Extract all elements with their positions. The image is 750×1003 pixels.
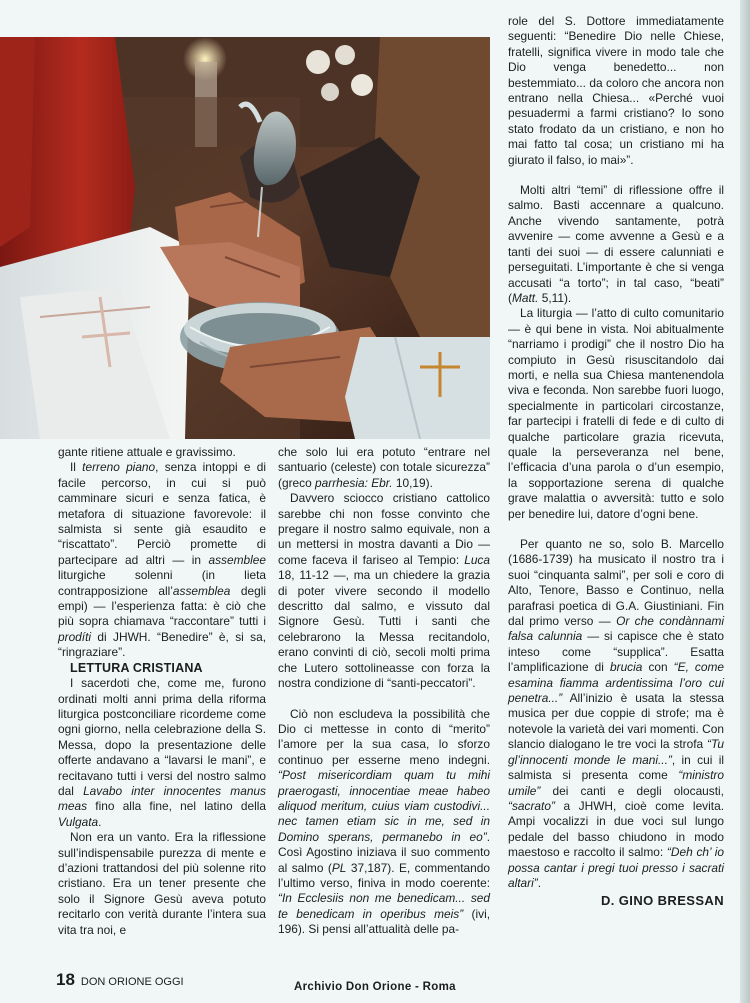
italic-quote: “sacrato” [508, 798, 555, 813]
paragraph [278, 445, 490, 491]
italic-term: assemblea [172, 583, 231, 598]
paragraph [278, 491, 490, 691]
italic-term: Lavabo inter innocentes manus meas [58, 783, 266, 814]
italic-term: assemblee [208, 552, 266, 567]
text-run: Molti altri “temi” di riflessione offre il salmo. Basti accennare a qualcuno. Anche vivendo santamente, potrà avvenire — come avvenne a Gesù e a tanti dei suoi — di essere calunniati e perseguitati. L’importante è che si venga accusati “a torto”; in tal caso, “beati” ( [508, 183, 724, 305]
text-column-3 [508, 14, 724, 909]
text-run: Davvero sciocco cristiano cattolico sarebbe chi non fosse convinto che pregare il nostro salmo equivale, non a un mettersi in mostra davanti a Dio — come faceva il fariseo al Tempio: [278, 491, 490, 567]
hand-washing-image [0, 37, 490, 439]
text-run: 18, 11-12 —, ma un chiedere la grazia di poter vivere secondo il modello descritto dal salmo, e vissuto dal Signore Gesù. Tutti i santi che celebrarono la Messa recitandolo, erano convinti di ciò, secoli molti prima che Lutero sottolineasse con forza la nostra condizione di “santi-peccatori”. [278, 568, 490, 691]
text-run: che solo lui era potuto “entrare nel santuario (celeste) con totale sicurezza” (greco [278, 445, 490, 490]
text-run: a JHWH, cioè come levita. Ampi vocalizzi in due voci sul lungo pedale del basso chiudono in modo maestoso e raccolto il salmo: [508, 798, 724, 860]
section-heading: LETTURA CRISTIANA [70, 660, 203, 675]
text-run: con [642, 660, 674, 675]
text-run: dei canti e degli olocausti, [540, 783, 724, 798]
text-run: liturgiche solenni (in lieta contrapposizione all’ [58, 568, 266, 598]
text-run: , in cui il salmista si presenta come [508, 752, 724, 783]
text-run: La liturgia — l’atto di culto comunitario — è qui bene in vista. Noi abitualmente “narriamo i prodigi” che il nostro Dio ha compiuto in Gesù risuscitandolo dai morti, e nella sua Chiesa mantenendola viva e feconda. Non sarebbe fuori luogo, specialmente in particolari circostanze, far partecipi i fratelli di fede e di culto di qualche particolare grazia ricevuta, quale la perseveranza nel bene, l’efficacia d’una parola o d’un esempio, la sopportazione serena di qualche grave malattia o avversità: tutto e solo per benedire lui, datore d’ogni bene. [508, 306, 724, 521]
text-run: . Così Agostino iniziava il suo commento al salmo ( [278, 829, 490, 875]
italic-term: terreno piano [82, 460, 156, 475]
text-column-2 [278, 445, 490, 938]
paragraph [58, 460, 266, 660]
italic-quote: “Tu gl’innocenti monde le mani...” [508, 737, 724, 767]
scan-edge [740, 0, 750, 1003]
text-run: di JHWH. “Benedire” è, si sa, “ringraziare”. [58, 629, 266, 660]
latin-quote: “Post misericordiam quam tu mihi praerogasti, innocentiae meae habeo aliquod meritum, cuius viam custodivi... nec tamen etiam sic in me, sed in Domino sperans, permanebo in eo” [278, 768, 490, 844]
text-run: I sacerdoti che, come me, furono ordinati molti anni prima della riforma liturgica postconciliare ricordeme come ogni giorno, nella celebrazione della S. Messa, dopo la presentazione delle offerte andavano a “lavarsi le mani”, e recitavano tutti i versi del nostro salmo dal [58, 676, 266, 798]
paragraph [508, 14, 724, 168]
italic-term: parrhesia: Ebr. [315, 475, 393, 490]
text-run: Il [70, 460, 83, 475]
text-run: 5,11). [538, 290, 572, 305]
archive-credit: Archivio Don Orione - Roma [294, 981, 456, 993]
text-run: gante ritiene attuale e gravissimo. [58, 445, 236, 459]
italic-term: brucia [610, 660, 643, 675]
text-run: Non era un vanto. Era la riflessione sull’indispensabile purezza di mente e d’azioni trattandosi del più solenne rito cristiano. Era un tener presente che solo il Signore Gesù aveva potuto recitarlo con verità durante l’intera sua vita tra noi, e [58, 830, 266, 937]
italic-term: PL [331, 860, 347, 875]
italic-term: Luca [464, 552, 490, 567]
paragraph [278, 707, 490, 938]
text-run: Ciò non escludeva la possibilità che Dio ci mettesse in conto di “merito” l’amore per la sua casa, lo sforzo continuo per esserne meno indegni. [278, 706, 490, 767]
italic-quote: “ministro umile” [508, 768, 724, 798]
paragraph [508, 537, 724, 891]
paragraph [508, 183, 724, 306]
text-run: 10,19). [392, 475, 433, 490]
paragraph [508, 306, 724, 522]
italic-quote: “E, come esamina fiamma ardentissima l’oro cui penetra...” [508, 660, 724, 706]
text-run: role del S. Dottore immediatamente seguenti: “Benedire Dio nelle Chiese, fratelli, significa vivere in modo tale che Dio venga benedetto... non bestemmiato... da coloro che ancora non entrano nella Chiesa... «Perché vuoi pesuadermi a farmi cristiano? Io sono stato frodato da un cristiano, e non ho mai fatto tal cosa; un cristiano mi ha giurato il falso, io mai»”. [508, 14, 724, 167]
page-footer [56, 970, 184, 990]
paragraph [58, 445, 266, 460]
text-run: (ivi, 196). Si pensi all’attualità delle pa- [278, 906, 491, 937]
italic-term: Matt. [511, 290, 539, 305]
latin-quote: “In Ecclesiis non me benedicam... sed te benedicam in operibus meis” [278, 891, 490, 921]
paragraph [58, 676, 266, 830]
magazine-name: DON ORIONE OGGI [80, 976, 184, 988]
text-run: . [537, 875, 542, 890]
italic-term: Vulgata [58, 814, 99, 829]
text-run: . [98, 814, 102, 829]
text-run: — si capisce che è stato inteso come “supplica”. Esatta l’amplificazione di [508, 629, 725, 675]
italic-quote: “Deh ch’ io possa cantar i pregi tuoi presso i sacrati altari” [508, 845, 724, 890]
author-signature: D. GINO BRESSAN [600, 893, 724, 909]
text-run: 37,187). E, commentando l’ultimo verso, finiva in modo coerente: [278, 860, 490, 890]
text-run: degli empi) — l’esperienza fatta: è ciò che più sopra chiamava “raccontare” tutti i [58, 583, 266, 629]
text-run: Per quanto ne so, solo B. Marcello (1686-1739) ha musicato il nostro tra i suoi “cinquanta salmi”, per soli e coro di Alto, Tenore, Basso e Continuo, nella parafrasi poetica di G.A. Giustiniani. Fin dal primo verso — [508, 537, 724, 629]
italic-term: prodíti [58, 629, 92, 644]
paragraph [58, 830, 266, 938]
text-run: , senza intoppi e di facile percorso, in cui si può camminare sicuri e senza fatica, è metafora di situazione favorevole: il salmista si sente già esaudito e “riscattato”. Perciò promette di partecipare ad altri — in [58, 460, 267, 567]
text-run: All’inizio è usata la stessa musica per due coppie di strofe; ma è notevole la varietà dei vari momenti. Con slancio dialogano le tre voci la strofa [508, 691, 724, 752]
text-run: fino alla fine, nel latino della [87, 799, 266, 814]
italic-term: Or che condànnami falsa calunnia [508, 614, 724, 644]
text-column-1 [58, 445, 266, 938]
liturgy-photo [0, 37, 490, 439]
page-number: 18 [56, 970, 75, 989]
